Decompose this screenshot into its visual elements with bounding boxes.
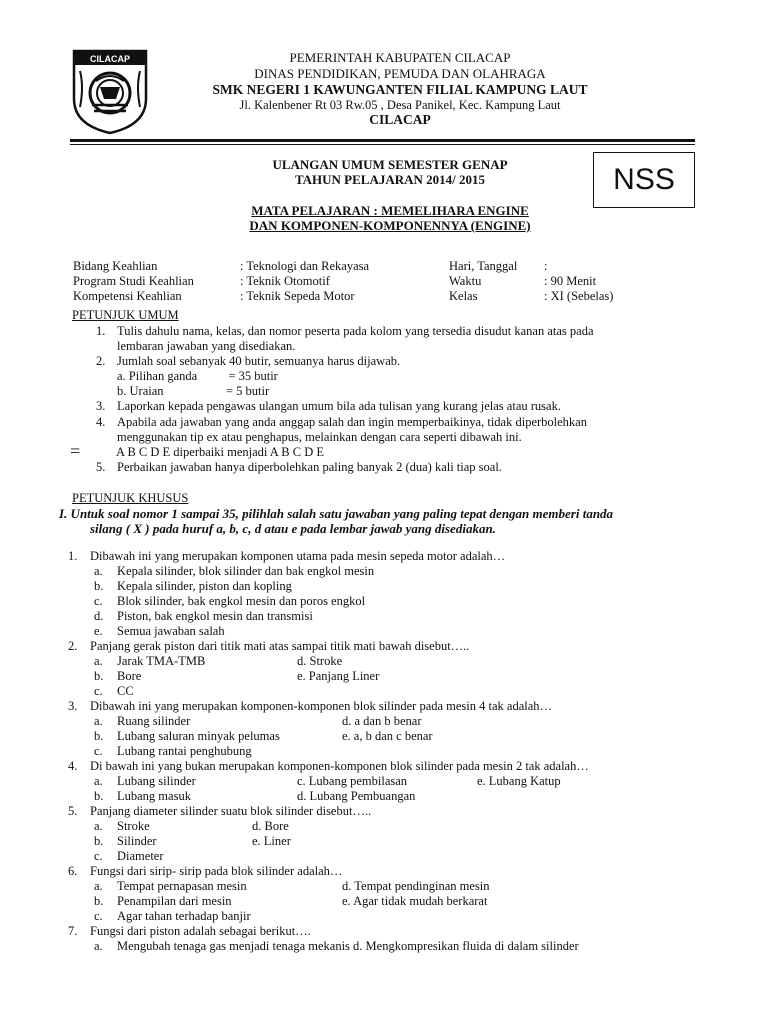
option-letter: c.	[94, 849, 103, 863]
answer-option: Kepala silinder, blok silinder dan bak engkol mesin	[117, 564, 375, 578]
question-text: Di bawah ini yang bukan merupakan komponen-komponen blok silinder pada mesin 2 tak adalah…	[90, 759, 589, 773]
meta-value: : XI (Sebelas)	[544, 289, 614, 303]
answer-option: Silinder	[117, 834, 157, 848]
option-letter: b.	[94, 894, 104, 908]
answer-option: c. Lubang pembilasan	[297, 774, 408, 788]
option-letter: b.	[94, 579, 104, 593]
answer-option: Lubang silinder	[117, 774, 196, 788]
subject-line1: MATA PELAJARAN : MEMELIHARA ENGINE	[251, 203, 529, 218]
option-letter: a.	[94, 564, 103, 578]
option-letter: c.	[94, 744, 103, 758]
option-letter: b.	[94, 789, 104, 803]
option-letter: a.	[94, 714, 103, 728]
answer-option: e. a, b dan c benar	[342, 729, 433, 743]
item-number: 4.	[96, 415, 106, 429]
meta-label: Bidang Keahlian	[73, 259, 158, 273]
answer-option: d. Stroke	[297, 654, 343, 668]
section-heading-umum: PETUNJUK UMUM	[72, 308, 179, 322]
meta-label: Hari, Tanggal	[449, 259, 518, 273]
answer-option: Tempat pernapasan mesin	[117, 879, 247, 893]
answer-option: Jarak TMA-TMB	[117, 654, 206, 668]
option-letter: e.	[94, 624, 103, 638]
instruction-text: menggunakan tip ex atau penghapus, melainkan dengan cara seperti dibawah ini.	[117, 430, 522, 444]
answer-option: Lubang rantai penghubung	[117, 744, 252, 758]
question-text: Fungsi dari sirip- sirip pada blok silinder adalah…	[90, 864, 343, 878]
option-letter: d.	[94, 609, 104, 623]
letterhead-rule-thick	[70, 139, 695, 142]
option-letter: a.	[94, 774, 103, 788]
question-text: Dibawah ini yang merupakan komponen utama pada mesin sepeda motor adalah…	[90, 549, 506, 563]
meta-label: Program Studi Keahlian	[73, 274, 194, 288]
meta-value: : Teknik Sepeda Motor	[240, 289, 355, 303]
instruction-text: b. Uraian = 5 butir	[117, 384, 270, 398]
answer-option: Mengubah tenaga gas menjadi tenaga mekanis d. Mengkompresikan fluida di dalam silinder	[117, 939, 579, 953]
question-number: 2.	[68, 639, 78, 653]
instruction-text: Perbaikan jawaban hanya diperbolehkan paling banyak 2 (dua) kali tiap soal.	[117, 460, 502, 474]
header-city: CILACAP	[369, 112, 431, 127]
question-number: 3.	[68, 699, 78, 713]
answer-option: Stroke	[117, 819, 150, 833]
letterhead-rule-thin	[70, 144, 695, 145]
exam-year: TAHUN PELAJARAN 2014/ 2015	[294, 172, 486, 187]
option-letter: c.	[94, 684, 103, 698]
answer-option: Ruang silinder	[117, 714, 191, 728]
item-number: 1.	[96, 324, 106, 338]
answer-option: Semua jawaban salah	[117, 624, 225, 638]
answer-option: Bore	[117, 669, 142, 683]
question-number: 4.	[68, 759, 78, 773]
option-letter: a.	[94, 819, 103, 833]
instruction-text: Jumlah soal sebanyak 40 butir, semuanya harus dijawab.	[117, 354, 401, 368]
question-number: 7.	[68, 924, 78, 938]
answer-option: Penampilan dari mesin	[117, 894, 232, 908]
correction-example-text: A B C D E diperbaiki menjadi A B C D E	[116, 445, 324, 459]
answer-option: e. Lubang Katup	[477, 774, 561, 788]
answer-option: d. Tempat pendinginan mesin	[342, 879, 490, 893]
nss-box: NSS	[593, 152, 695, 208]
instruction-text: Apabila ada jawaban yang anda anggap salah dan ingin memperbaikinya, tidak diperbolehkan	[117, 415, 587, 429]
answer-option: Lubang saluran minyak pelumas	[117, 729, 280, 743]
answer-option: d. Bore	[252, 819, 289, 833]
meta-label: Kelas	[449, 289, 478, 303]
instruction-text: Laporkan kepada pengawas ulangan umum bila ada tulisan yang kurang jelas atau rusak.	[117, 399, 561, 413]
school-name: SMK NEGERI 1 KAWUNGANTEN FILIAL KAMPUNG LAUT	[212, 82, 588, 97]
option-letter: a.	[94, 879, 103, 893]
cilacap-logo	[70, 47, 150, 135]
question-number: 1.	[68, 549, 78, 563]
question-number: 6.	[68, 864, 78, 878]
question-text: Dibawah ini yang merupakan komponen-komponen blok silinder pada mesin 4 tak adalah…	[90, 699, 553, 713]
question-number: 5.	[68, 804, 78, 818]
option-letter: a.	[94, 939, 103, 953]
answer-option: CC	[117, 684, 134, 698]
option-letter: b.	[94, 669, 104, 683]
school-address: Jl. Kalenbener Rt 03 Rw.05 , Desa Panikel, Kec. Kampung Laut	[239, 98, 561, 112]
meta-label: Waktu	[449, 274, 482, 288]
item-number: 3.	[96, 399, 106, 413]
special-instruction-line1: I. Untuk soal nomor 1 sampai 35, pilihlah salah satu jawaban yang paling tepat dengan memberi tanda	[59, 506, 614, 521]
instruction-text: lembaran jawaban yang disediakan.	[117, 339, 296, 353]
section-heading-khusus: PETUNJUK KHUSUS	[72, 491, 189, 505]
answer-option: Kepala silinder, piston dan kopling	[117, 579, 292, 593]
question-text: Panjang gerak piston dari titik mati atas sampai titik mati bawah disebut…..	[90, 639, 470, 653]
question-text: Panjang diameter silinder suatu blok silinder disebut…..	[90, 804, 372, 818]
instruction-text: Tulis dahulu nama, kelas, dan nomor peserta pada kolom yang tersedia disudut kanan atas pada	[117, 324, 594, 338]
answer-option: Piston, bak engkol mesin dan transmisi	[117, 609, 313, 623]
meta-label: Kompetensi Keahlian	[73, 289, 182, 303]
option-letter: b.	[94, 729, 104, 743]
exam-title: ULANGAN UMUM SEMESTER GENAP	[272, 157, 508, 172]
answer-option: d. a dan b benar	[342, 714, 422, 728]
answer-option: Blok silinder, bak engkol mesin dan poros engkol	[117, 594, 366, 608]
logo-text: CILACAP	[90, 54, 130, 64]
item-number: 5.	[96, 460, 106, 474]
meta-value: : Teknologi dan Rekayasa	[240, 259, 370, 273]
instruction-text: a. Pilihan ganda = 35 butir	[117, 369, 278, 383]
item-number: 2.	[96, 354, 106, 368]
answer-option: e. Agar tidak mudah berkarat	[342, 894, 488, 908]
question-text: Fungsi dari piston adalah sebagai berikut….	[90, 924, 311, 938]
meta-value: : 90 Menit	[544, 274, 597, 288]
correction-example	[116, 445, 324, 460]
special-instruction-line2: silang ( X ) pada huruf a, b, c, d atau e pada lembar jawab yang disediakan.	[90, 521, 496, 536]
equals-sign: =	[70, 441, 81, 461]
answer-option: Agar tahan terhadap banjir	[117, 909, 251, 923]
answer-option: e. Panjang Liner	[297, 669, 380, 683]
option-letter: c.	[94, 909, 103, 923]
option-letter: c.	[94, 594, 103, 608]
meta-value: : Teknik Otomotif	[240, 274, 330, 288]
option-letter: b.	[94, 834, 104, 848]
answer-option: Lubang masuk	[117, 789, 191, 803]
subject-line2: DAN KOMPONEN-KOMPONENNYA (ENGINE)	[249, 218, 531, 233]
answer-option: d. Lubang Pembuangan	[297, 789, 416, 803]
answer-option: e. Liner	[252, 834, 291, 848]
header-line1: PEMERINTAH KABUPATEN CILACAP	[289, 50, 511, 65]
option-letter: a.	[94, 654, 103, 668]
meta-value: :	[544, 259, 548, 273]
header-line2: DINAS PENDIDIKAN, PEMUDA DAN OLAHRAGA	[254, 66, 546, 81]
answer-option: Diameter	[117, 849, 164, 863]
